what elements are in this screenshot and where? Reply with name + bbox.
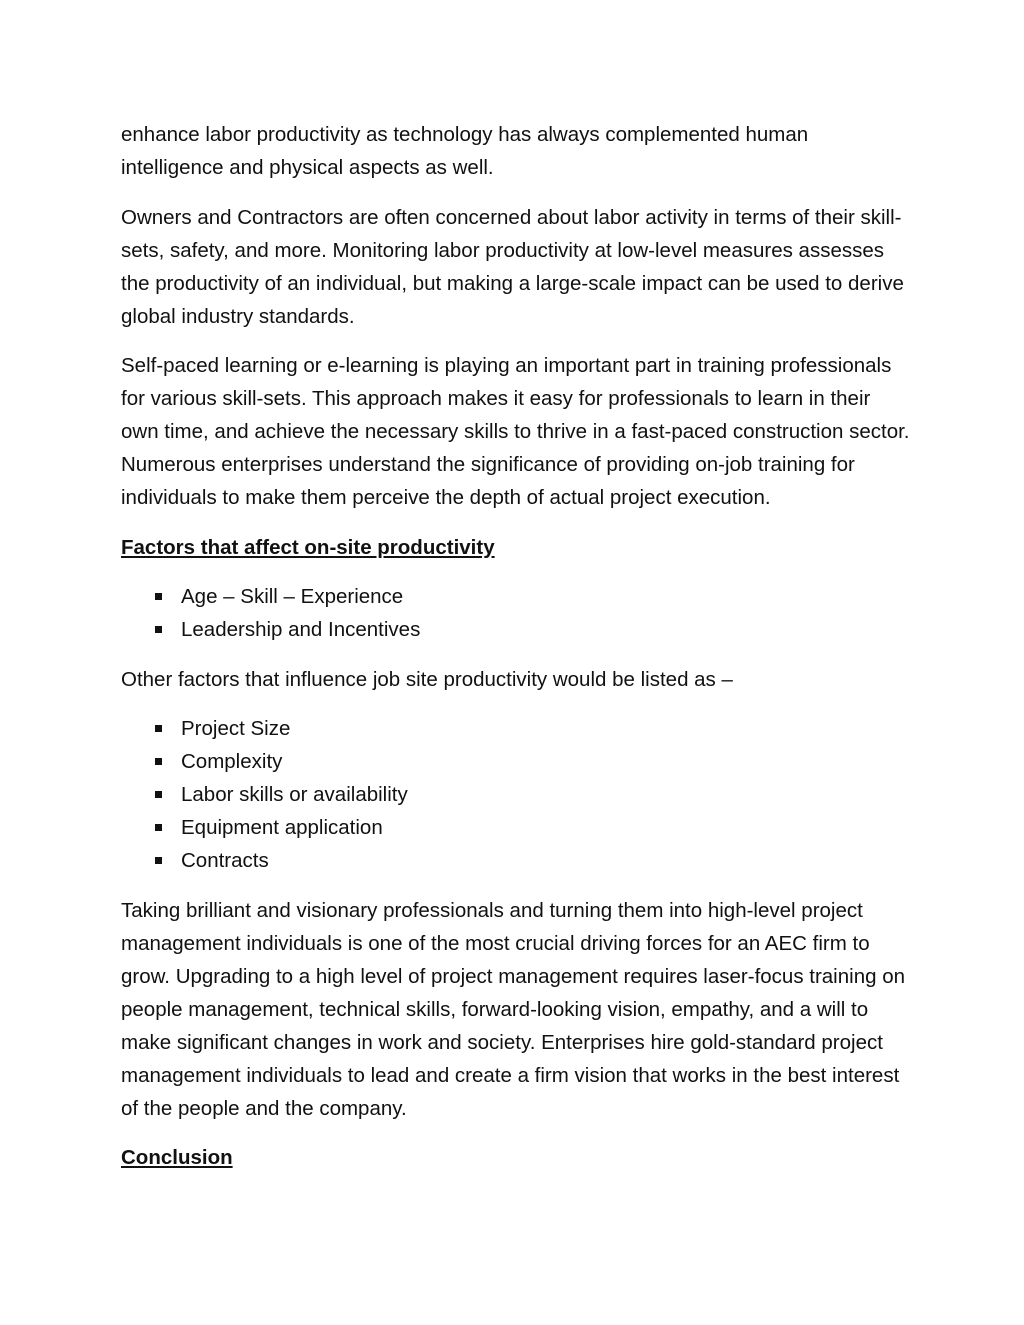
- list-item-label: Contracts: [181, 849, 269, 872]
- heading-conclusion: Conclusion: [121, 1146, 233, 1169]
- list-item-label: Equipment application: [181, 816, 383, 839]
- paragraph-intro: enhance labor productivity as technology has always complemented human intelligence and physical aspects as well.: [121, 123, 809, 179]
- list-item-label: Project Size: [181, 717, 291, 740]
- list-item-label: Age – Skill – Experience: [181, 585, 404, 608]
- heading-factors: Factors that affect on-site productivity: [121, 535, 495, 559]
- other-factors-list: [121, 712, 911, 877]
- list-item: [181, 580, 911, 613]
- list-item-label: Complexity: [181, 750, 283, 773]
- square-bullet-icon: [155, 593, 162, 600]
- list-item-label: Leadership and Incentives: [181, 618, 421, 641]
- list-item: [181, 712, 911, 745]
- square-bullet-icon: [155, 791, 162, 798]
- paragraph-project-management: Taking brilliant and visionary professionals and turning them into high-level project management individuals is one of the most crucial driving forces for an AEC firm to grow. Upgrading to a high level of project management requires laser-focus training on people management, technical skills, forward-looking vision, empathy, and a will to make significant changes in work and society. Enterprises hire gold-standard project management individuals to lead and create a firm vision that works in the best interest of the people and the company.: [121, 898, 905, 1120]
- list-item-label: Labor skills or availability: [181, 783, 408, 806]
- paragraph-self-paced-learning: Self-paced learning or e-learning is playing an important part in training professionals for various skill-sets. This approach makes it easy for professionals to learn in their own time, and achieve the necessary skills to thrive in a fast-paced construction sector. Numerous enterprises understand the significance of providing on-job training for individuals to make them perceive the depth of actual project execution.: [121, 354, 910, 509]
- document-page: [121, 118, 911, 1191]
- square-bullet-icon: [155, 758, 162, 765]
- square-bullet-icon: [155, 824, 162, 831]
- square-bullet-icon: [155, 725, 162, 732]
- list-item: [181, 844, 911, 877]
- list-item: [181, 778, 911, 811]
- list-item: [181, 613, 911, 646]
- list-item: [181, 811, 911, 844]
- factors-list: [121, 580, 911, 646]
- square-bullet-icon: [155, 857, 162, 864]
- square-bullet-icon: [155, 626, 162, 633]
- paragraph-owners-contractors: Owners and Contractors are often concerned about labor activity in terms of their skill-sets, safety, and more. Monitoring labor productivity at low-level measures assesses the productivity of an individual, but making a large-scale impact can be used to derive global industry standards.: [121, 205, 904, 328]
- paragraph-other-factors: Other factors that influence job site productivity would be listed as –: [121, 667, 733, 691]
- list-item: [181, 745, 911, 778]
